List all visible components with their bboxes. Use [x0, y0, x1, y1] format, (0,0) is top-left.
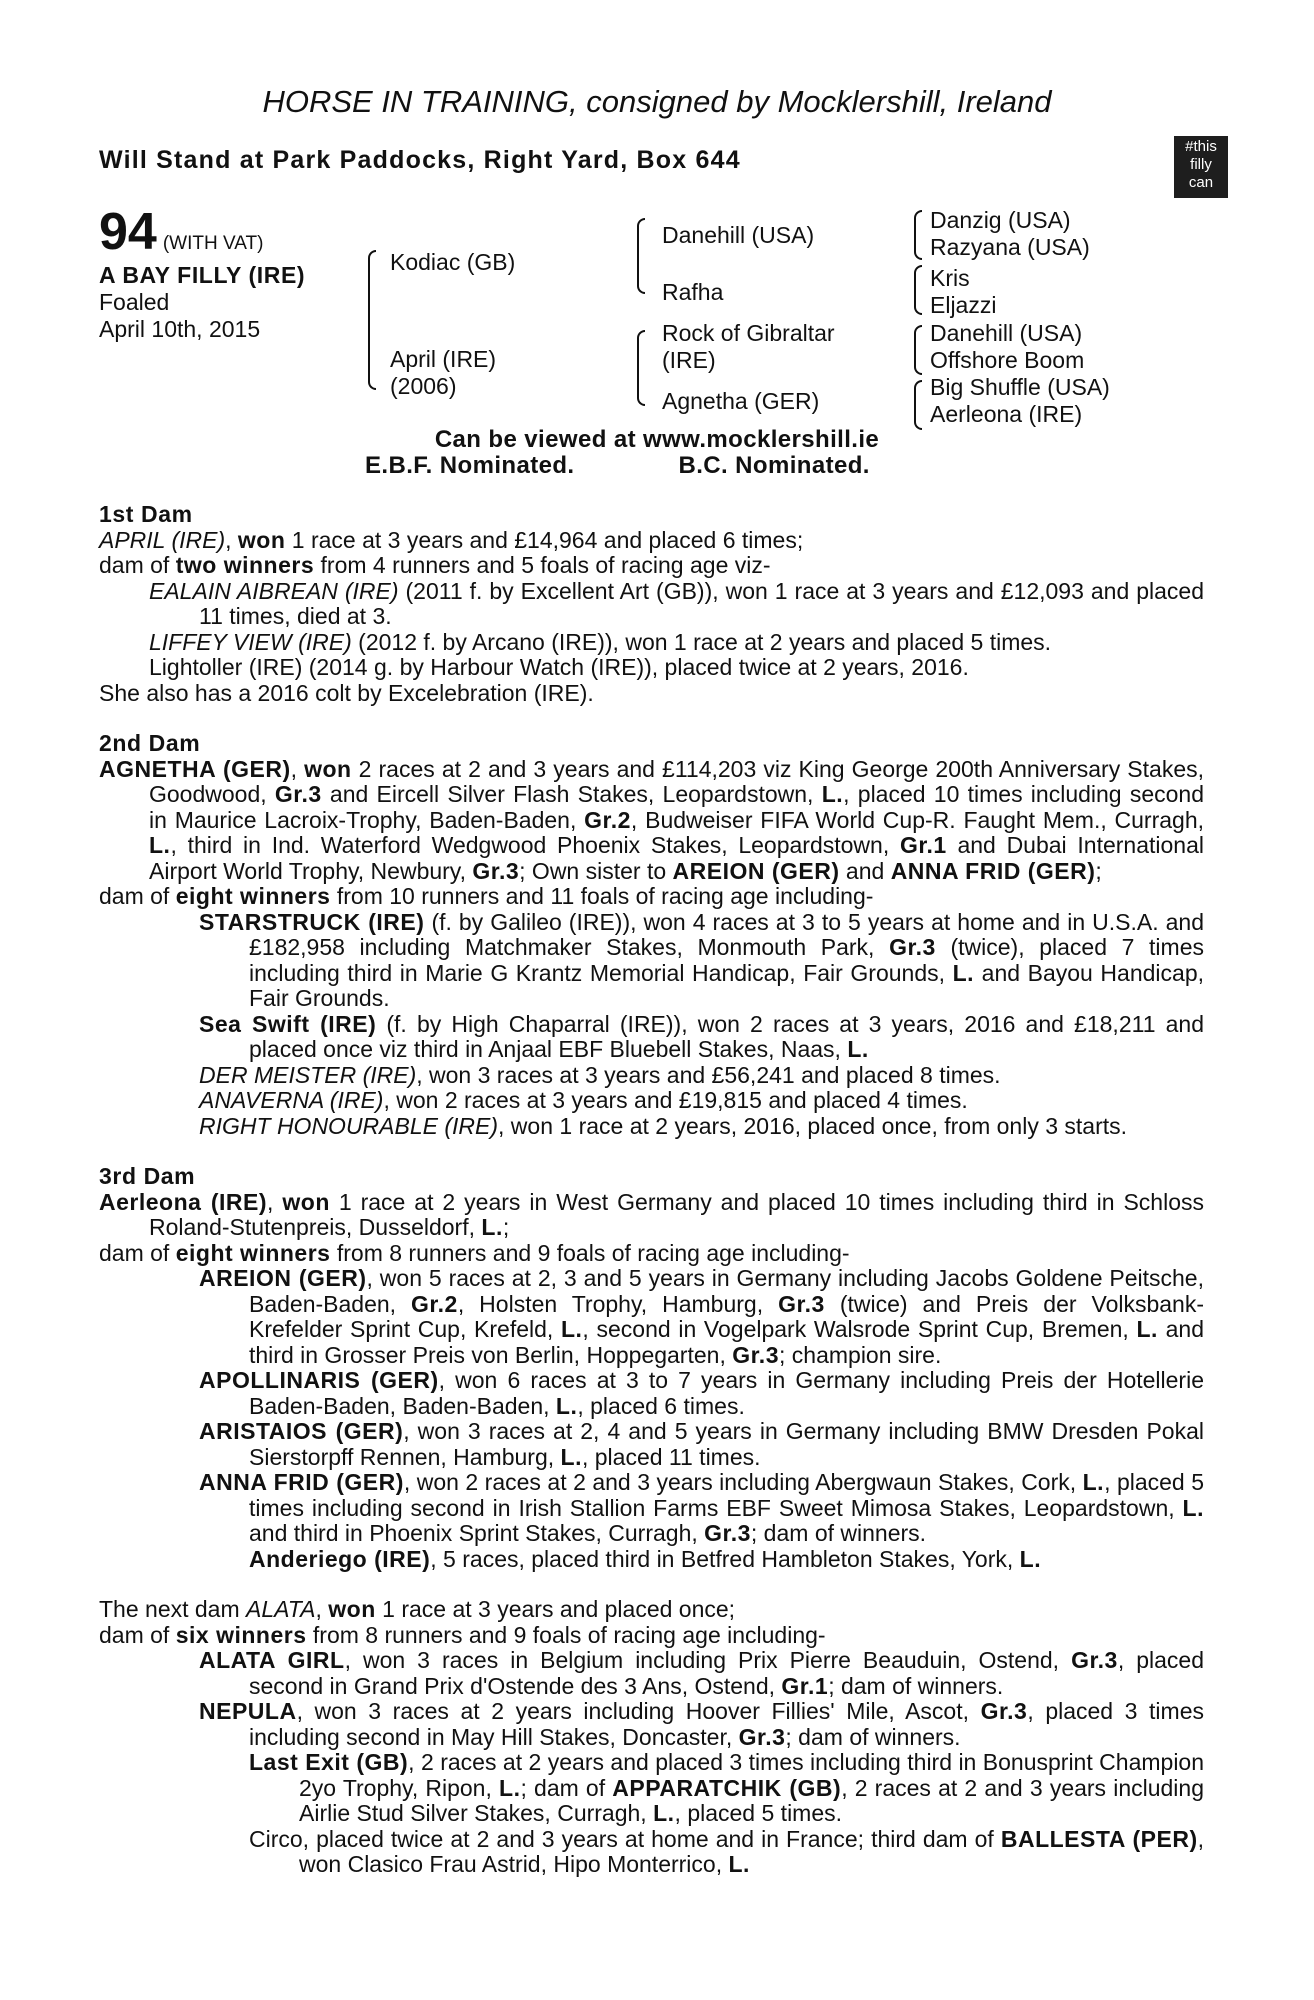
grade: Gr.3	[704, 1520, 751, 1546]
produce-name: APOLLINARIS (GER)	[199, 1367, 439, 1393]
produce-entry	[99, 1012, 1204, 1063]
produce-entry: Lightoller (IRE) (2014 g. by Harbour Watch (IRE)), placed twice at 2 years, 2016.	[149, 654, 969, 680]
produce-text: (2012 f. by Arcano (IRE)), won 1 race at 2 years and placed 5 times.	[351, 628, 1052, 655]
text: ; champion sire.	[779, 1341, 942, 1368]
dam3-produce-summary	[99, 1241, 1204, 1267]
text: , 2 races at 2 and 3 years including Airlie Stud Silver Stakes, Curragh,	[299, 1774, 1204, 1826]
produce-entry	[99, 1827, 1204, 1878]
page-title: HORSE IN TRAINING, consigned by Mocklershill, Ireland	[262, 84, 1052, 119]
text: ; dam of	[520, 1774, 613, 1801]
grade: L.	[1082, 1469, 1105, 1495]
text: , placed 11 times.	[581, 1443, 761, 1470]
text: dam of	[99, 1621, 176, 1648]
pedigree-gen3: Aerleona (IRE)	[930, 401, 1083, 427]
text: 1 race at 2 years in West Germany and placed 10 times including third in Schloss Roland-Stutenpreis, Dusseldorf,	[149, 1188, 1204, 1240]
text: , Budweiser FIFA World Cup-R. Faught Mem., Curragh,	[630, 806, 1205, 833]
text: 1 race at 3 years and placed once;	[375, 1596, 736, 1622]
produce-name: APPARATCHIK (GB)	[612, 1774, 842, 1801]
produce-name: ARISTAIOS (GER)	[199, 1418, 404, 1444]
won-label: won	[237, 526, 286, 553]
pedigree-brace	[914, 380, 922, 430]
dam1-footnote: She also has a 2016 colt by Excelebration (IRE).	[99, 679, 594, 706]
grade: L.	[481, 1214, 503, 1240]
text: 2 races at 2 and 3 years and £114,203 viz King George 200th Anniversary Stakes, Goodwood,	[149, 755, 1204, 807]
grade: L.	[952, 959, 975, 986]
text: , placed second in Grand Prix d'Ostende des 3 Ans, Ostend,	[249, 1647, 1204, 1699]
produce-name: EALAIN AIBREAN (IRE)	[149, 577, 399, 604]
grade: Gr.2	[411, 1290, 458, 1317]
pedigree-brace	[914, 265, 922, 315]
foaled-label: Foaled	[99, 289, 170, 315]
grade: Gr.2	[584, 806, 631, 833]
grade: Gr.3	[738, 1723, 786, 1750]
text: ; dam of winners.	[828, 1672, 1004, 1699]
badge-line: #this	[1185, 138, 1217, 155]
text: ,	[315, 1596, 329, 1622]
pedigree-sire-sire: Danehill (USA)	[662, 222, 815, 248]
text: , won Clasico Frau Astrid, Hipo Monterrico,	[299, 1825, 1204, 1877]
text: , placed 10 times including second in Maurice Lacroix-Trophy, Baden-Baden,	[149, 781, 1204, 833]
pedigree-brace	[914, 210, 922, 260]
dam3-heading: 3rd Dam	[99, 1163, 196, 1189]
text: from 8 runners and 9 foals of racing age including-	[306, 1621, 826, 1648]
text: , 2 races at 2 years and placed 3 times including third in Bonusprint Champion 2yo Trophy, Ripon,	[299, 1749, 1205, 1801]
produce-entry	[99, 1750, 1204, 1827]
produce-entry	[99, 1368, 1204, 1419]
dam4-record	[99, 1597, 1204, 1623]
text: ; dam of winners.	[785, 1723, 961, 1750]
pedigree-brace	[637, 330, 645, 406]
text: dam of	[99, 552, 176, 578]
lot-vat: (WITH VAT)	[162, 233, 264, 254]
produce-entry	[99, 910, 1204, 1012]
pedigree-dam-sire-line: (IRE)	[662, 347, 716, 373]
grade: Gr.3	[472, 857, 520, 884]
text: (twice) and Preis der Volksbank- Krefelder Sprint Cup, Krefeld,	[249, 1290, 1205, 1342]
text: , placed 5 times.	[674, 1800, 843, 1826]
produce-entry	[99, 1088, 1204, 1114]
produce-name: RIGHT HONOURABLE (IRE)	[199, 1112, 499, 1139]
text: and Bayou Handicap, Fair Grounds.	[249, 959, 1205, 1011]
produce-name: ANAVERNA (IRE)	[199, 1087, 384, 1113]
dam1-record: APRIL (IRE), won 1 race at 3 years and £14,964 and placed 6 times;	[99, 526, 804, 553]
pedigree-dam	[390, 346, 496, 400]
text: from 8 runners and 9 foals of racing age including-	[330, 1239, 850, 1266]
produce-name: ANNA FRID (GER)	[199, 1469, 404, 1495]
grade: L.	[847, 1036, 869, 1062]
pedigree-dam-sire-line: Rock of Gibraltar	[662, 320, 835, 346]
sibling-name: ANNA FRID (GER)	[890, 857, 1096, 884]
grade: Gr.3	[778, 1290, 825, 1317]
text: and Dubai International Airport World Trophy, Newbury,	[149, 832, 1204, 884]
winners-count: two winners	[175, 552, 315, 578]
produce-entry	[99, 1419, 1204, 1470]
produce-entry	[99, 579, 1204, 630]
text: , won 2 races at 3 years and £19,815 and placed 4 times.	[383, 1087, 968, 1113]
text: , placed 3 times including second in May Hill Stakes, Doncaster,	[249, 1698, 1204, 1750]
produce-entry	[99, 1266, 1204, 1368]
text: ;	[1095, 857, 1102, 884]
grade: L.	[1019, 1545, 1042, 1572]
produce-name: DER MEISTER (IRE)	[199, 1061, 417, 1088]
grade: L.	[560, 1316, 583, 1342]
pedigree-gen3: Danehill (USA)	[930, 320, 1083, 346]
grade: L.	[728, 1851, 750, 1877]
grade: L.	[560, 1443, 582, 1470]
won-label: won	[282, 1188, 330, 1215]
grade: Gr.3	[889, 934, 936, 960]
text: dam of	[99, 883, 176, 909]
text: , placed 6 times.	[577, 1392, 745, 1419]
text: The next dam	[99, 1596, 247, 1622]
viewing-note: Can be viewed at www.mocklershill.ie	[434, 426, 880, 453]
text: Circo, placed twice at 2 and 3 years at home and in France; third dam of	[249, 1825, 1001, 1852]
foaled-date: April 10th, 2015	[99, 316, 261, 342]
winners-count: eight winners	[175, 883, 331, 909]
text: , won 3 races in Belgium including Prix Pierre Beauduin, Ostend,	[344, 1647, 1072, 1673]
lot-number: 94	[99, 203, 157, 261]
pedigree-dam-line: April (IRE)	[390, 346, 497, 372]
text: and third in Phoenix Sprint Stakes, Curragh,	[249, 1520, 705, 1546]
pedigree-dam-sire	[662, 320, 835, 374]
text: , won 2 races at 2 and 3 years including Abergwaun Stakes, Cork,	[403, 1469, 1083, 1495]
text: , second in Vogelpark Walsrode Sprint Cup, Bremen,	[582, 1316, 1137, 1342]
badge-line: filly	[1190, 156, 1212, 173]
text: , won 5 races at 2, 3 and 5 years in Germany including Jacobs Goldene Peitsche, Baden-Baden,	[249, 1265, 1204, 1317]
produce-name: Anderiego (IRE)	[249, 1545, 431, 1572]
text: , third in Ind. Waterford Wedgwood Phoenix Stakes, Leopardstown,	[170, 832, 900, 858]
produce-entry	[99, 1470, 1204, 1547]
grade: L.	[1182, 1494, 1204, 1521]
text: , won 3 races at 2, 4 and 5 years in Germany including BMW Dresden Pokal Sierstorpff Rennen, Hamburg,	[249, 1418, 1204, 1470]
dam2-heading: 2nd Dam	[99, 730, 201, 756]
dam-name: Aerleona (IRE)	[99, 1188, 268, 1215]
badge-line: can	[1188, 174, 1214, 191]
horse-name: A BAY FILLY (IRE)	[99, 262, 306, 288]
text: from 10 runners and 11 foals of racing age including-	[330, 883, 874, 909]
produce-name: ALATA GIRL	[199, 1647, 345, 1673]
dam-name: AGNETHA (GER)	[99, 755, 291, 782]
produce-name: Sea Swift (IRE)	[199, 1010, 377, 1037]
text: (twice), placed 7 times including third in Marie G Krantz Memorial Handicap, Fair Grounds,	[249, 934, 1204, 986]
text: (f. by Galileo (IRE)), won 4 races at 3 to 5 years at home and in U.S.A. and £182,958 including Matchmaker Stakes, Monmouth Park,	[249, 908, 1204, 960]
pedigree-sire: Kodiac (GB)	[390, 249, 516, 275]
pedigree-gen3: Kris	[930, 265, 970, 291]
text: , won 3 races at 3 years and £56,241 and placed 8 times.	[416, 1061, 1001, 1088]
produce-name: STARSTRUCK (IRE)	[199, 908, 425, 935]
text: and Eircell Silver Flash Stakes, Leopardstown,	[321, 781, 822, 807]
winners-count: six winners	[175, 1621, 307, 1648]
produce-entry	[99, 1547, 1204, 1573]
horse-info	[99, 262, 305, 343]
grade: L.	[555, 1392, 578, 1419]
grade: Gr.3	[732, 1341, 779, 1368]
produce-name: AREION (GER)	[199, 1265, 367, 1291]
pedigree-brace	[914, 325, 922, 375]
pedigree-gen3: Offshore Boom	[930, 347, 1085, 373]
text: (f. by High Chaparral (IRE)), won 2 races at 3 years, 2016 and £18,211 and placed once viz third in Anjaal EBF Bluebell Stakes, Naas,	[249, 1010, 1204, 1062]
grade: Gr.3	[274, 781, 322, 807]
pedigree-dam-dam: Agnetha (GER)	[662, 388, 820, 414]
grade: L.	[149, 832, 171, 858]
won-label: won	[328, 1596, 376, 1622]
grade: L.	[653, 1800, 675, 1826]
text: ; Own sister to	[519, 857, 673, 884]
dam1-produce-summary	[99, 553, 1204, 579]
pedigree-gen3: Big Shuffle (USA)	[930, 374, 1110, 400]
text: , won 6 races at 3 to 7 years in Germany including Preis der Hotellerie Baden-Baden, Baden-Baden,	[249, 1367, 1204, 1419]
grade: Gr.1	[781, 1672, 829, 1699]
lot-header	[99, 203, 264, 261]
produce-name: Last Exit (GB)	[249, 1749, 409, 1775]
text: ; dam of winners.	[750, 1520, 927, 1546]
dam-name: ALATA	[246, 1596, 316, 1622]
pedigree-dam-line: (2006)	[390, 373, 457, 399]
produce-entry	[99, 1114, 1204, 1140]
dam-name: APRIL (IRE)	[99, 526, 226, 553]
text: , 5 races, placed third in Betfred Hambleton Stakes, York,	[430, 1545, 1020, 1572]
ebf-nominated: E.B.F. Nominated.	[365, 452, 575, 479]
pedigree-gen3: Razyana (USA)	[930, 234, 1090, 260]
produce-entry	[99, 1648, 1204, 1699]
catalogue-content	[99, 502, 1204, 1878]
winners-count: eight winners	[175, 1239, 331, 1266]
grade: Gr.3	[980, 1698, 1028, 1724]
text: and third in Grosser Preis von Berlin, Hoppegarten,	[249, 1316, 1204, 1368]
pedigree-sire-dam: Rafha	[662, 279, 724, 305]
grade: Gr.1	[899, 832, 947, 858]
bc-nominated: B.C. Nominated.	[678, 452, 870, 479]
produce-name: LIFFEY VIEW (IRE)	[149, 628, 352, 655]
produce-entry	[99, 1063, 1204, 1089]
hashtag-badge	[1174, 136, 1228, 198]
text: , placed 5 times including second in Irish Stallion Farms EBF Sweet Mimosa Stakes, Leopardstown,	[249, 1469, 1204, 1521]
pedigree-gen3: Eljazzi	[930, 292, 997, 318]
text: , Holsten Trophy, Hamburg,	[457, 1290, 779, 1317]
sibling-name: AREION (GER)	[672, 857, 840, 884]
produce-name: BALLESTA (PER)	[1000, 1825, 1198, 1852]
dam3-record: Aerleona (IRE), won 1 race at 2 years in West Germany and placed 10 times including third in Schloss Roland-Stutenpreis, Dusseldorf, L.;	[99, 1188, 1204, 1240]
text: , won 1 race at 2 years, 2016, placed once, from only 3 starts.	[498, 1112, 1128, 1139]
dam4-produce-summary	[99, 1623, 1204, 1649]
produce-entry	[99, 1699, 1204, 1750]
produce-text: (2011 f. by Excellent Art (GB)), won 1 race at 3 years and £12,093 and placed 11 times, died at 3.	[199, 577, 1204, 629]
pedigree-brace	[368, 250, 376, 390]
dam1-heading: 1st Dam	[99, 501, 193, 527]
text: , won 3 races at 2 years including Hoover Fillies' Mile, Ascot,	[296, 1698, 981, 1724]
dam2-produce-summary	[99, 884, 1204, 910]
pedigree-brace	[637, 218, 645, 294]
produce-name: NEPULA	[199, 1698, 297, 1724]
stand-location: Will Stand at Park Paddocks, Right Yard, Box 644	[99, 146, 741, 174]
won-label: won	[304, 755, 352, 782]
nominations	[365, 452, 870, 480]
text: dam of	[99, 1239, 176, 1266]
pedigree-gen3: Danzig (USA)	[930, 207, 1071, 233]
record-text: 1 race at 3 years and £14,964 and placed 6 times;	[285, 526, 804, 553]
text: ;	[502, 1214, 510, 1240]
grade: L.	[499, 1774, 521, 1801]
text: and	[839, 857, 891, 884]
grade: L.	[1136, 1316, 1158, 1342]
produce-entry	[99, 630, 1204, 656]
grade: L.	[821, 781, 844, 807]
grade: Gr.3	[1071, 1647, 1118, 1673]
dam2-record: AGNETHA (GER), won 2 races at 2 and 3 years and £114,203 viz King George 200th Anniversary Stakes, Goodwood, Gr.3 and Eircell Silver Flash Stakes, Leopardstown, L., placed 10 times including second in Maurice Lacroix-Trophy, Baden-Baden, Gr.2, Budweiser FIFA World Cup-R. Faught Mem., Curragh, L., third in Ind. Waterford Wedgwood Phoenix Stakes, Leopardstown, Gr.1 and Dubai International Airport World Trophy, Newbury, Gr.3; Own sister to AREION (GER) and ANNA FRID (GER);	[99, 755, 1205, 884]
text: from 4 runners and 5 foals of racing age viz-	[314, 552, 771, 578]
